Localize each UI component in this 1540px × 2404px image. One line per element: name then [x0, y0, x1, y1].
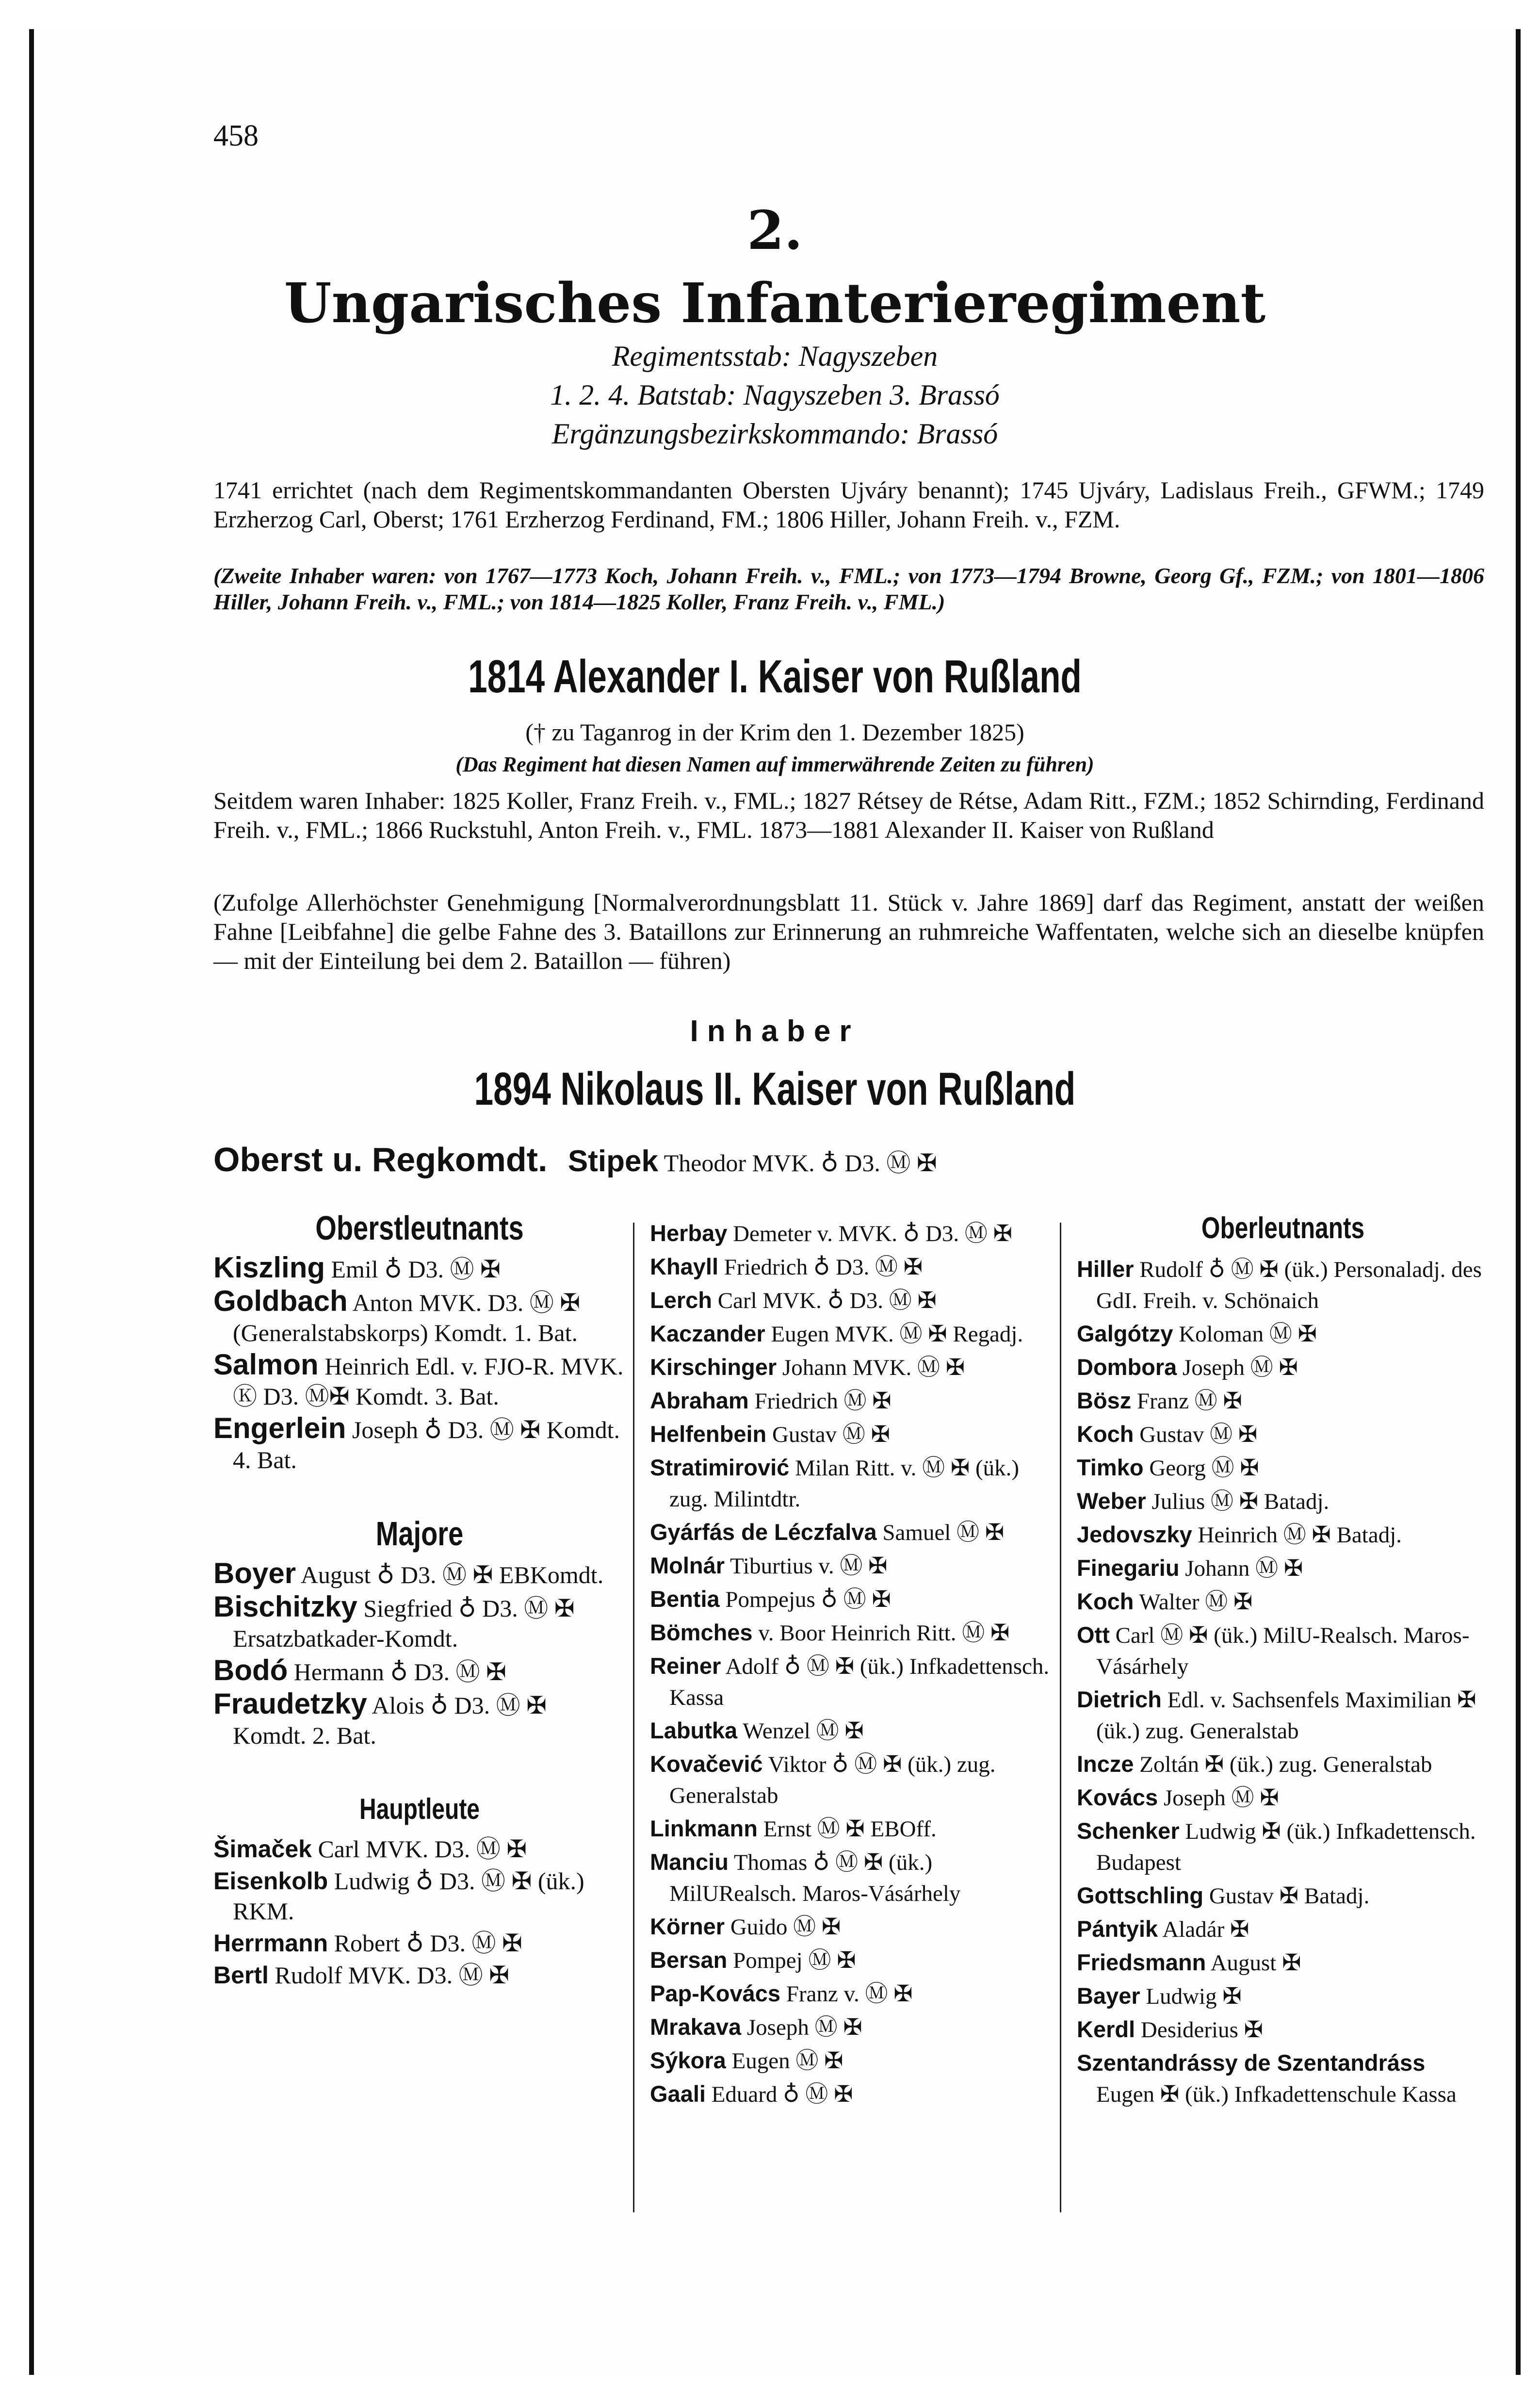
officer-details: Gustav ✠ Batadj. — [1209, 1883, 1370, 1909]
list-item — [650, 1352, 1053, 1383]
officer-details: Eduard ♁ Ⓜ ✠ — [711, 2082, 853, 2107]
officer-name: Hiller — [1077, 1256, 1134, 1282]
column-1 — [213, 1208, 626, 1992]
officer-details: Johann MVK. Ⓜ ✠ — [782, 1355, 965, 1380]
officer-details: Ludwig ✠ — [1146, 1984, 1242, 2009]
officer-details: Eugen Ⓜ ✠ — [731, 2048, 843, 2074]
officer-name: Bayer — [1077, 1983, 1140, 2009]
list-item: Eisenkolb Ludwig ♁ D3. Ⓜ ✠ (ük.) RKM. — [213, 1867, 584, 1925]
list-item: Bischitzky Siegfried ♁ D3. Ⓜ ✠ Ersatzbatkader-Komdt. — [213, 1590, 575, 1652]
list-item: Bertl Rudolf MVK. D3. Ⓜ ✠ — [213, 1962, 509, 1989]
list-item — [1077, 1586, 1489, 1618]
list-item — [650, 1584, 1053, 1615]
commander-line — [213, 1140, 1475, 1179]
officer-name: Pap-Kovács — [650, 1980, 781, 2006]
officer-details: Eugen MVK. Ⓜ ✠ Regadj. — [771, 1322, 1023, 1347]
officer-details: Rudolf ♁ Ⓜ ✠ (ük.) Personaladj. des GdI. Freih. v. Schönaich — [1096, 1257, 1482, 1313]
officer-details: Franz Ⓜ ✠ — [1137, 1389, 1242, 1414]
officer-details: Pompej Ⓜ ✠ — [733, 1948, 856, 1973]
officer-details: v. Boor Heinrich Ritt. Ⓜ ✠ — [758, 1620, 1010, 1646]
officer-details: Ludwig ✠ (ük.) Infkadettensch. Budapest — [1096, 1819, 1476, 1875]
district-line: Ergänzungsbezirkskommando: Brassó — [551, 418, 998, 450]
officer-details: Johann Ⓜ ✠ — [1185, 1556, 1303, 1581]
officer-details: Georg Ⓜ ✠ — [1149, 1455, 1259, 1481]
officer-name: Galgótzy — [1077, 1321, 1173, 1346]
officer-name: Incze — [1077, 1751, 1134, 1777]
officer-name: Weber — [1077, 1488, 1146, 1514]
officer-details: Gustav Ⓜ ✠ — [772, 1422, 891, 1447]
officer-name: Kovács — [1077, 1784, 1158, 1810]
hauptleute-header: Hauptleute — [359, 1793, 480, 1825]
list-item — [1077, 1486, 1489, 1517]
commander-rank: Oberst u. Regkomdt. — [213, 1141, 548, 1178]
officer-name: Kerdl — [1077, 2016, 1135, 2042]
list-item — [650, 1419, 1053, 1450]
oberleutnants-header: Oberleutnants — [1201, 1211, 1365, 1245]
regiment-number: 2. — [747, 199, 803, 262]
staff-line: Regimentsstab: Nagyszeben — [612, 340, 938, 372]
officer-name: Finegariu — [1077, 1555, 1180, 1581]
officer-name: Mrakava — [650, 2014, 742, 2040]
regiment-title: Ungarisches Infanterieregiment — [284, 272, 1266, 335]
list-item — [650, 2045, 1053, 2077]
list-item — [1077, 1913, 1489, 1945]
officer-details: Guido Ⓜ ✠ — [730, 1914, 841, 1940]
oberleutnants-list — [1077, 1254, 1489, 2110]
list-item — [1077, 2047, 1489, 2110]
list-item — [650, 1452, 1053, 1515]
list-item — [1077, 1880, 1489, 1912]
list-item — [1077, 1419, 1489, 1450]
officer-name: Gyárfás de Léczfalva — [650, 1519, 877, 1545]
proprietor-1814: 1814 Alexander I. Kaiser von Rußland — [468, 651, 1082, 703]
list-item — [650, 1911, 1053, 1943]
officer-details: Desiderius ✠ — [1140, 2017, 1264, 2043]
page-number: 458 — [213, 119, 259, 152]
officer-name: Bömches — [650, 1619, 753, 1645]
inhaber-label: Inhaber — [690, 1014, 860, 1048]
officer-name: Lerch — [650, 1287, 712, 1313]
list-item — [1077, 1980, 1489, 2012]
officer-details: Franz v. Ⓜ ✠ — [786, 1981, 913, 2007]
list-item — [1077, 1619, 1489, 1682]
list-item — [1077, 1254, 1489, 1316]
list-item — [650, 1847, 1053, 1909]
list-item — [650, 1715, 1053, 1747]
officer-name: Szentandrássy de Szentandráss — [1077, 2050, 1426, 2076]
officer-details: Gustav Ⓜ ✠ — [1139, 1422, 1258, 1447]
list-item — [650, 1318, 1053, 1350]
list-item — [650, 1550, 1053, 1582]
list-item — [650, 1651, 1053, 1713]
list-item — [1077, 1318, 1489, 1350]
officer-name: Dombora — [1077, 1354, 1177, 1380]
flag-note: (Zufolge Allerhöchster Genehmigung [Normalverordnungsblatt 11. Stück v. Jahre 1869] darf das Regiment, anstatt der weißen Fahne [Leibfahne] die gelbe Fahne des 3. Bataillons zur Erinnerung an ruhmreiche Waffentaten, welche sich an dieselbe knüpfen — mit der Einteilung bei dem 2. Bataillon — führen) — [213, 889, 1484, 974]
officer-name: Kirschinger — [650, 1354, 777, 1380]
officer-details: Zoltán ✠ (ük.) zug. Generalstab — [1139, 1752, 1432, 1777]
list-item — [1077, 1815, 1489, 1878]
officer-name: Timko — [1077, 1455, 1144, 1480]
officer-details: Joseph Ⓜ ✠ — [1183, 1355, 1298, 1380]
list-item — [1077, 1452, 1489, 1484]
officer-name: Pántyik — [1077, 1916, 1158, 1942]
officer-name: Kaczander — [650, 1321, 765, 1346]
officer-name: Körner — [650, 1913, 725, 1939]
list-item — [650, 2078, 1053, 2110]
officer-details: Thomas ♁ Ⓜ ✠ (ük.) MilURealsch. Maros-Vásárhely — [669, 1850, 961, 1906]
officer-details: Edl. v. Sachsenfels Maximilian ✠ (ük.) zug. Generalstab — [1096, 1687, 1476, 1744]
officer-name: Stratimirović — [650, 1455, 790, 1480]
officer-name: Gaali — [650, 2081, 706, 2107]
officer-details: Joseph Ⓜ ✠ — [1163, 1785, 1279, 1811]
officer-details: Carl MVK. ♁ D3. Ⓜ ✠ — [717, 1288, 937, 1313]
document-page — [29, 29, 1521, 2375]
list-item: Kiszling Emil ♁ D3. Ⓜ ✠ — [213, 1251, 501, 1284]
officer-details: Tiburtius v. Ⓜ ✠ — [729, 1554, 888, 1579]
officer-name: Bentia — [650, 1586, 720, 1612]
commander-name: Stipek — [567, 1145, 658, 1178]
list-item — [1077, 2014, 1489, 2045]
column-3 — [1077, 1208, 1489, 2112]
list-item — [1077, 1553, 1489, 1584]
officer-name: Manciu — [650, 1849, 729, 1875]
officer-name: Helfenbein — [650, 1421, 767, 1447]
officer-name: Herbay — [650, 1220, 728, 1246]
officer-details: Demeter v. MVK. ♁ D3. Ⓜ ✠ — [733, 1221, 1013, 1246]
officer-name: Bösz — [1077, 1388, 1132, 1413]
column-divider-2 — [1060, 1223, 1061, 2212]
list-item — [650, 1813, 1053, 1845]
list-item — [1077, 1947, 1489, 1979]
officer-name: Kovačević — [650, 1751, 763, 1777]
officer-details: Milan Ritt. v. Ⓜ ✠ (ük.) zug. Milintdtr. — [669, 1455, 1019, 1512]
list-item: Fraudetzky Alois ♁ D3. Ⓜ ✠ Komdt. 2. Bat. — [213, 1687, 547, 1749]
officer-details: Samuel Ⓜ ✠ — [882, 1520, 1005, 1545]
second-owners: (Zweite Inhaber waren: von 1767—1773 Koch, Johann Freih. v., FML.; von 1773—1794 Browne, Georg Gf., FZM.; von 1801—1806 Hiller, Johann Freih. v., FML.; von 1814—1825 Koller, Franz Freih. v., FML.) — [213, 563, 1484, 614]
officer-details: Koloman Ⓜ ✠ — [1179, 1322, 1317, 1347]
list-item — [650, 2012, 1053, 2043]
list-item — [650, 1517, 1053, 1548]
officer-name: Khayll — [650, 1254, 719, 1279]
list-item — [650, 1218, 1053, 1249]
officer-details: Friedrich ♁ D3. Ⓜ ✠ — [724, 1255, 923, 1280]
list-item: Salmon Heinrich Edl. v. FJO-R. MVK. Ⓚ D3. Ⓜ✠ Komdt. 3. Bat. — [213, 1348, 624, 1410]
officer-name: Schenker — [1077, 1818, 1180, 1844]
officer-details: Julius Ⓜ ✠ Batadj. — [1151, 1489, 1329, 1514]
list-item — [1077, 1684, 1489, 1747]
list-item — [650, 1749, 1053, 1811]
list-item: Goldbach Anton MVK. D3. Ⓜ ✠ (Generalstabskorps) Komdt. 1. Bat. — [213, 1285, 581, 1346]
officer-name: Koch — [1077, 1421, 1134, 1447]
list-item — [1077, 1749, 1489, 1780]
since-owners: Seitdem waren Inhaber: 1825 Koller, Franz Freih. v., FML.; 1827 Rétsey de Rétse, Adam Ritt., FZM.; 1852 Schirnding, Ferdinand Freih. v., FML.; 1866 Ruckstuhl, Anton Freih. v., FML. 1873—1881 Alexander II. Kaiser von Rußland — [213, 787, 1484, 843]
officer-details: Viktor ♁ Ⓜ ✠ (ük.) zug. Generalstab — [669, 1752, 996, 1808]
officer-name: Molnár — [650, 1553, 725, 1578]
list-item — [1077, 1519, 1489, 1551]
officer-name: Dietrich — [1077, 1686, 1162, 1712]
officer-details: August ✠ — [1210, 1950, 1301, 1976]
list-item — [650, 1617, 1053, 1649]
history-text: 1741 errichtet (nach dem Regimentskommandanten Obersten Ujváry benannt); 1745 Ujváry, Ladislaus Freih., GFWM.; 1749 Erzherzog Carl, Oberst; 1761 Erzherzog Ferdinand, FM.; 1806 Hiller, Johann Freih. v., FZM. — [213, 476, 1484, 533]
list-item — [650, 1385, 1053, 1417]
officer-details: Heinrich Ⓜ ✠ Batadj. — [1198, 1522, 1402, 1548]
list-item — [1077, 1352, 1489, 1383]
column-divider-1 — [633, 1223, 634, 2212]
proprietor-1894: 1894 Nikolaus II. Kaiser von Rußland — [474, 1063, 1076, 1115]
officer-details: Walter Ⓜ ✠ — [1139, 1589, 1253, 1615]
officer-name: Reiner — [650, 1653, 721, 1679]
list-item — [650, 1251, 1053, 1283]
list-item: Herrmann Robert ♁ D3. Ⓜ ✠ — [213, 1930, 522, 1957]
officer-name: Linkmann — [650, 1815, 758, 1841]
officer-name: Abraham — [650, 1388, 749, 1413]
officer-details: Joseph Ⓜ ✠ — [746, 2015, 862, 2040]
list-item: Bodó Hermann ♁ D3. Ⓜ ✠ — [213, 1654, 506, 1686]
officer-name: Jedovszky — [1077, 1521, 1192, 1547]
officer-details: Wenzel Ⓜ ✠ — [743, 1718, 864, 1744]
list-item: Engerlein Joseph ♁ D3. Ⓜ ✠ Komdt. 4. Bat. — [213, 1412, 620, 1473]
majore-header: Majore — [375, 1515, 464, 1553]
battalion-line: 1. 2. 4. Batstab: Nagyszeben 3. Brassó — [550, 379, 1000, 411]
officer-details: Ernst Ⓜ ✠ EBOff. — [763, 1816, 937, 1842]
officer-name: Gottschling — [1077, 1882, 1204, 1908]
officer-name: Labutka — [650, 1717, 738, 1743]
officer-details: Adolf ♁ Ⓜ ✠ (ük.) Infkadettensch. Kassa — [669, 1654, 1050, 1710]
officer-name: Koch — [1077, 1588, 1134, 1614]
officer-details: Carl Ⓜ ✠ (ük.) MilU-Realsch. Maros-Vásárhely — [1096, 1623, 1470, 1679]
list-item — [650, 1285, 1053, 1316]
column-2 — [650, 1218, 1053, 2112]
officer-name: Sýkora — [650, 2047, 726, 2073]
oberstleutnants-header: Oberstleutnants — [315, 1209, 524, 1247]
officer-details: Friedrich Ⓜ ✠ — [754, 1389, 892, 1414]
list-item — [1077, 1782, 1489, 1814]
name-note: (Das Regiment hat diesen Namen auf immerwährende Zeiten zu führen) — [455, 752, 1094, 776]
officer-name: Ott — [1077, 1622, 1110, 1648]
list-item — [650, 1978, 1053, 2010]
list-item: Boyer August ♁ D3. Ⓜ ✠ EBKomdt. — [213, 1557, 604, 1589]
officer-details: Aladár ✠ — [1162, 1917, 1249, 1942]
officer-details: Pompejus ♁ Ⓜ ✠ — [725, 1587, 891, 1612]
list-item — [650, 1945, 1053, 1976]
officer-details: Eugen ✠ (ük.) Infkadettenschule Kassa — [1096, 2082, 1457, 2107]
list-item: Šimaček Carl MVK. D3. Ⓜ ✠ — [213, 1835, 527, 1863]
officer-name: Bersan — [650, 1947, 728, 1973]
death-note: († zu Taganrog in der Krim den 1. Dezember 1825) — [525, 719, 1024, 746]
list-item — [1077, 1385, 1489, 1417]
officer-name: Friedsmann — [1077, 1949, 1206, 1975]
commander-rest: Theodor MVK. ♁ D3. Ⓜ ✠ — [664, 1149, 937, 1177]
